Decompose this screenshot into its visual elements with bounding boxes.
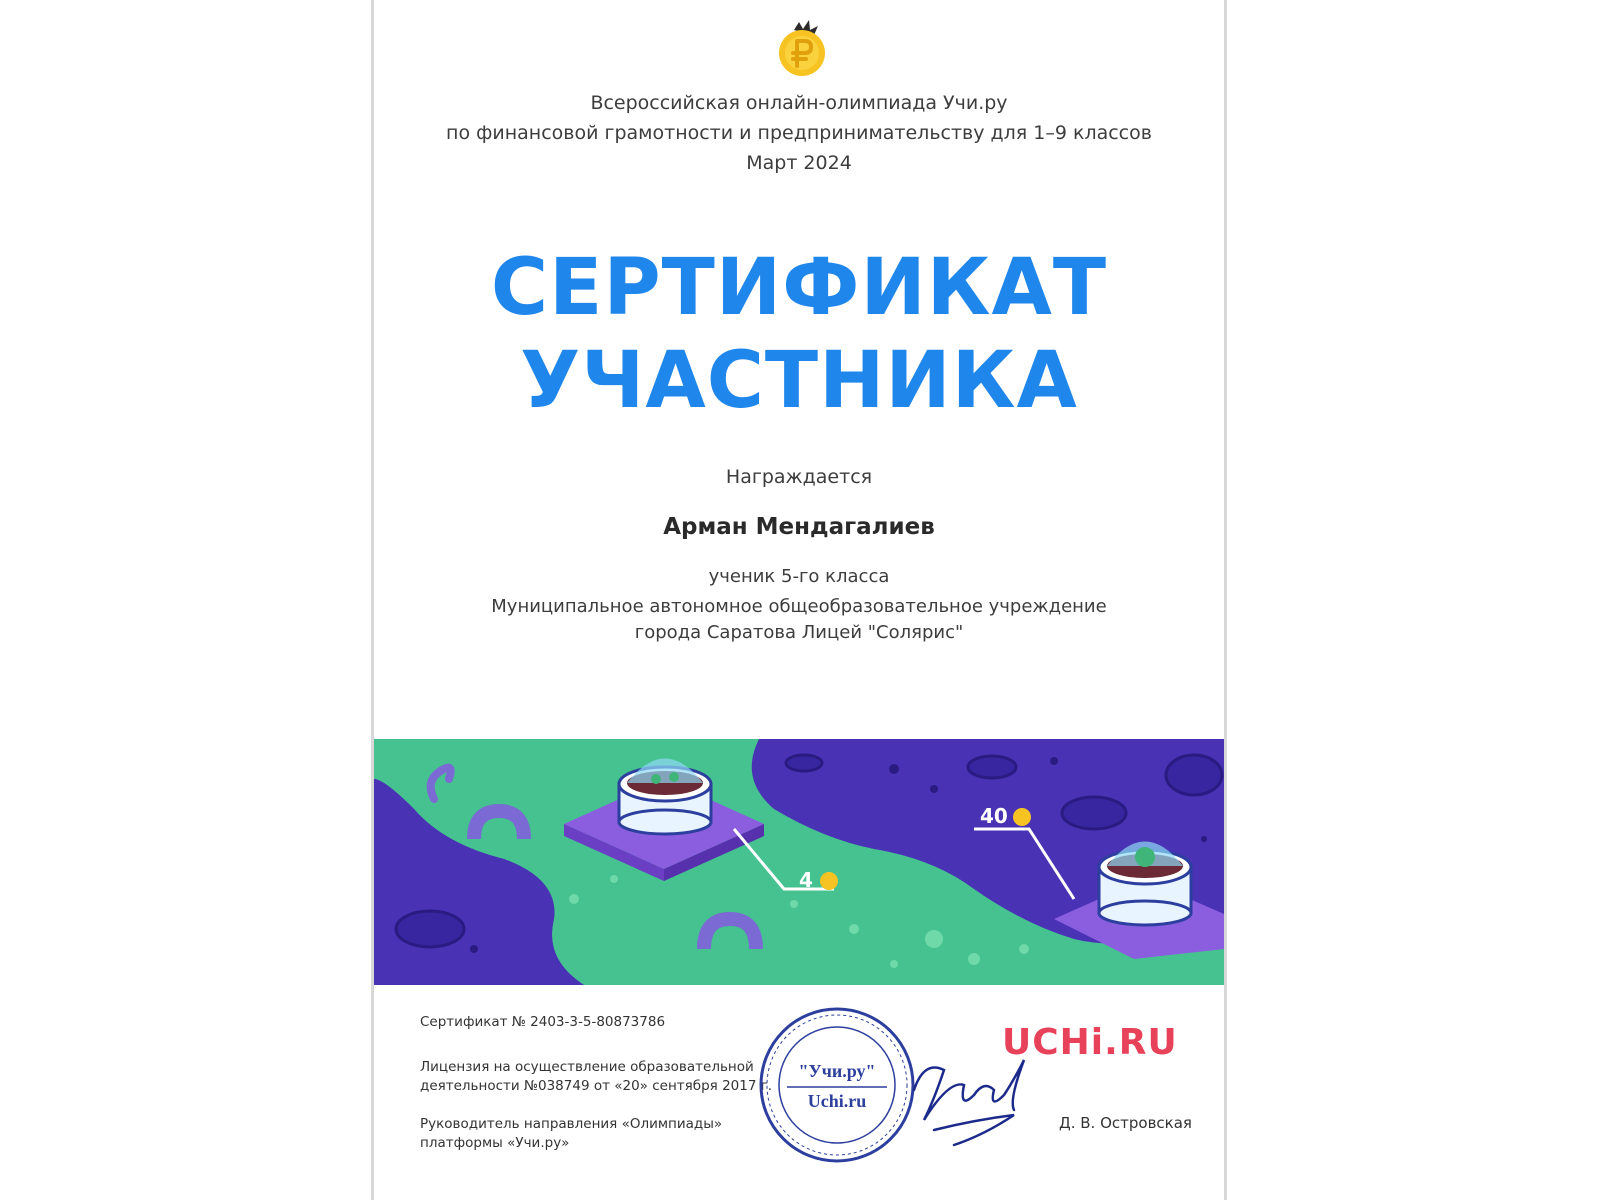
awarded-label: Награждается [725, 466, 873, 488]
coin-icon-right [1013, 808, 1031, 826]
olympiad-date: Март 2024 [746, 152, 852, 174]
ruble-coin-icon [772, 20, 832, 80]
stamp-center-line1: "Учи.ру" [798, 1061, 876, 1081]
uchi-ru-logo [1002, 1022, 1178, 1063]
license-line2: деятельности №038749 от «20» сентября 2017 г. [420, 1078, 773, 1094]
license-line1: Лицензия на осуществление образовательной [420, 1059, 754, 1075]
school-line2: города Саратова Лицей "Солярис" [634, 622, 964, 643]
head-of-direction [420, 1115, 722, 1153]
recipient-grade: ученик 5-го класса [708, 566, 890, 587]
coin-label-left: 4 [799, 868, 813, 892]
license-info [420, 1058, 772, 1096]
logo-text: UCHi.RU [1002, 1022, 1178, 1063]
certificate-page [371, 0, 1227, 1200]
coin-label-right: 40 [980, 804, 1008, 828]
school-line1: Муниципальное автономное общеобразовательное учреждение [491, 596, 1107, 617]
recipient-school [374, 594, 1224, 646]
olympiad-header [374, 88, 1224, 178]
recipient-name: Арман Мендагалиев [663, 514, 935, 540]
signer-name: Д. В. Островская [1059, 1114, 1192, 1132]
olympiad-title: Всероссийская онлайн-олимпиада Учи.ру [590, 92, 1008, 114]
certificate-title-line1: СЕРТИФИКАТ [490, 243, 1108, 333]
olympiad-subject: по финансовой грамотности и предпринимательству для 1–9 классов [446, 122, 1152, 144]
stamp-center-line2: Uchi.ru [807, 1091, 867, 1111]
coin-icon-left [820, 872, 838, 890]
illustration-banner [374, 739, 1224, 985]
company-stamp [757, 1005, 917, 1165]
head-line1: Руководитель направления «Олимпиады» [420, 1116, 723, 1132]
head-line2: платформы «Учи.ру» [420, 1135, 570, 1151]
certificate-number: Сертификат № 2403-3-5-80873786 [420, 1014, 666, 1030]
certificate-title-line2: УЧАСТНИКА [520, 336, 1078, 426]
